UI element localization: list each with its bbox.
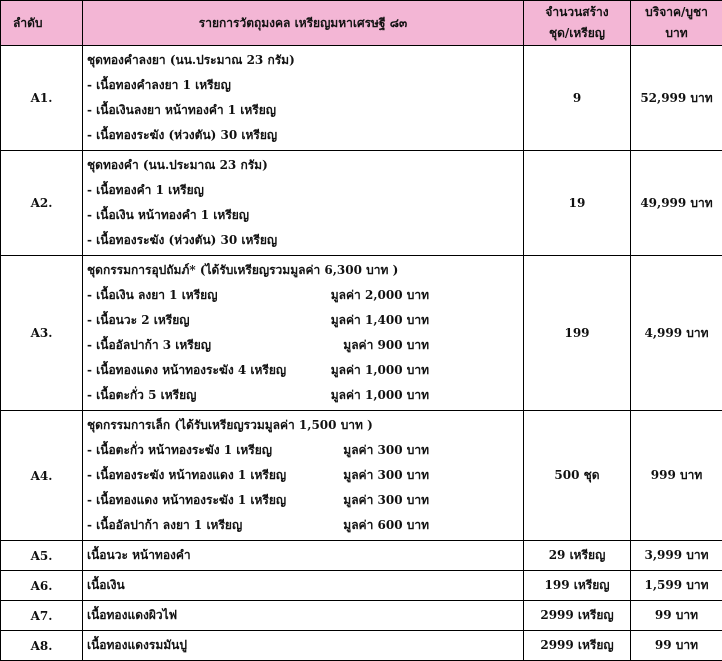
item-line-value: มูลค่า 2,000 บาท (331, 286, 519, 305)
table-row (1, 631, 722, 661)
item-line-text: - เนื้อเงิน หน้าทองคำ 1 เหรียญ (87, 206, 249, 225)
row-donation: 1,599 บาท (631, 571, 722, 601)
table-row (1, 601, 722, 631)
table-row (1, 151, 722, 256)
item-line-value: มูลค่า 900 บาท (343, 336, 519, 355)
item-line (87, 438, 519, 463)
item-line-text: - เนื้อทองแดง หน้าทองระฆัง 1 เหรียญ (87, 491, 286, 510)
item-line (87, 153, 519, 178)
row-quantity: 2999 เหรียญ (524, 631, 631, 661)
row-donation: 49,999 บาท (631, 151, 722, 256)
row-code: A1. (1, 46, 83, 151)
row-item-description (83, 601, 524, 631)
item-line (87, 633, 519, 658)
row-quantity: 19 (524, 151, 631, 256)
row-code: A4. (1, 411, 83, 541)
row-donation: 99 บาท (631, 601, 722, 631)
item-line (87, 98, 519, 123)
item-line (87, 603, 519, 628)
row-code: A6. (1, 571, 83, 601)
table-row (1, 541, 722, 571)
item-line (87, 383, 519, 408)
item-line-value: มูลค่า 600 บาท (343, 516, 519, 535)
row-item-description (83, 411, 524, 541)
item-line-text: เนื้อเงิน (87, 576, 125, 595)
item-line (87, 543, 519, 568)
table-row (1, 256, 722, 411)
item-line (87, 308, 519, 333)
row-donation: 4,999 บาท (631, 256, 722, 411)
header-order: ลำดับ (1, 1, 83, 46)
table-row (1, 571, 722, 601)
item-line (87, 228, 519, 253)
item-line-value: มูลค่า 1,400 บาท (331, 311, 519, 330)
item-line-text: - เนื้อตะกั่ว 5 เหรียญ (87, 386, 196, 405)
header-item-list: รายการวัตถุมงคล เหรียญมหาเศรษฐี ๘๓ (83, 1, 524, 46)
item-line (87, 203, 519, 228)
table-body (1, 46, 722, 661)
header-donation: บริจาค/บูชา บาท (631, 1, 722, 46)
item-line-text: ชุดทองคำลงยา (นน.ประมาณ 23 กรัม) (87, 51, 295, 70)
row-quantity: 500 ชุด (524, 411, 631, 541)
row-item-description (83, 571, 524, 601)
row-code: A3. (1, 256, 83, 411)
item-line (87, 123, 519, 148)
item-line-text: ชุดกรรมการเล็ก (ได้รับเหรียญรวมมูลค่า 1,500 บาท ) (87, 416, 373, 435)
item-line-text: - เนื้อทองระฆัง (ห่วงตัน) 30 เหรียญ (87, 231, 277, 250)
row-quantity: 2999 เหรียญ (524, 601, 631, 631)
item-line (87, 73, 519, 98)
item-line-text: - เนื้อเงิน ลงยา 1 เหรียญ (87, 286, 217, 305)
item-line-text: - เนื้อทองคำ 1 เหรียญ (87, 181, 204, 200)
item-line-text: ชุดทองคำ (นน.ประมาณ 23 กรัม) (87, 156, 268, 175)
item-line-value: มูลค่า 1,000 บาท (331, 361, 519, 380)
row-item-description (83, 541, 524, 571)
row-donation: 999 บาท (631, 411, 722, 541)
item-line-text: - เนื้อนวะ 2 เหรียญ (87, 311, 189, 330)
item-line-text: - เนื้อทองคำลงยา 1 เหรียญ (87, 76, 231, 95)
item-line-value: มูลค่า 300 บาท (343, 441, 519, 460)
item-line (87, 358, 519, 383)
table-row (1, 411, 722, 541)
item-line-text: เนื้อนวะ หน้าทองคำ (87, 546, 191, 565)
item-line (87, 258, 519, 283)
row-donation: 99 บาท (631, 631, 722, 661)
row-item-description (83, 631, 524, 661)
item-line-text: - เนื้อทองระฆัง หน้าทองแดง 1 เหรียญ (87, 466, 286, 485)
item-line-text: ชุดกรรมการอุปถัมภ์* (ได้รับเหรียญรวมมูลค่า 6,300 บาท ) (87, 261, 398, 280)
row-code: A7. (1, 601, 83, 631)
row-quantity: 199 เหรียญ (524, 571, 631, 601)
item-line (87, 178, 519, 203)
row-quantity: 9 (524, 46, 631, 151)
item-line-text: - เนื้อทองแดง หน้าทองระฆัง 4 เหรียญ (87, 361, 286, 380)
item-line (87, 413, 519, 438)
item-line-value: มูลค่า 1,000 บาท (331, 386, 519, 405)
item-line-text: - เนื้อเงินลงยา หน้าทองคำ 1 เหรียญ (87, 101, 276, 120)
item-line-value: มูลค่า 300 บาท (343, 491, 519, 510)
item-line-text: เนื้อทองแดงผิวไฟ (87, 606, 177, 625)
item-line-text: - เนื้ออัลปาก้า ลงยา 1 เหรียญ (87, 516, 242, 535)
header-quantity: จำนวนสร้าง ชุด/เหรียญ (524, 1, 631, 46)
row-item-description (83, 46, 524, 151)
item-line (87, 488, 519, 513)
row-code: A8. (1, 631, 83, 661)
item-line-text: - เนื้อตะกั่ว หน้าทองระฆัง 1 เหรียญ (87, 441, 272, 460)
item-line (87, 513, 519, 538)
table-header-row (1, 1, 722, 46)
item-line (87, 333, 519, 358)
item-line (87, 283, 519, 308)
row-item-description (83, 151, 524, 256)
item-line-text: เนื้อทองแดงรมมันปู (87, 636, 187, 655)
table-row (1, 46, 722, 151)
row-code: A5. (1, 541, 83, 571)
row-item-description (83, 256, 524, 411)
row-donation: 3,999 บาท (631, 541, 722, 571)
item-line (87, 463, 519, 488)
item-line (87, 573, 519, 598)
row-code: A2. (1, 151, 83, 256)
item-line-text: - เนื้อทองระฆัง (ห่วงตัน) 30 เหรียญ (87, 126, 277, 145)
item-line-text: - เนื้ออัลปาก้า 3 เหรียญ (87, 336, 211, 355)
row-quantity: 199 (524, 256, 631, 411)
item-line (87, 48, 519, 73)
row-donation: 52,999 บาท (631, 46, 722, 151)
item-line-value: มูลค่า 300 บาท (343, 466, 519, 485)
row-quantity: 29 เหรียญ (524, 541, 631, 571)
